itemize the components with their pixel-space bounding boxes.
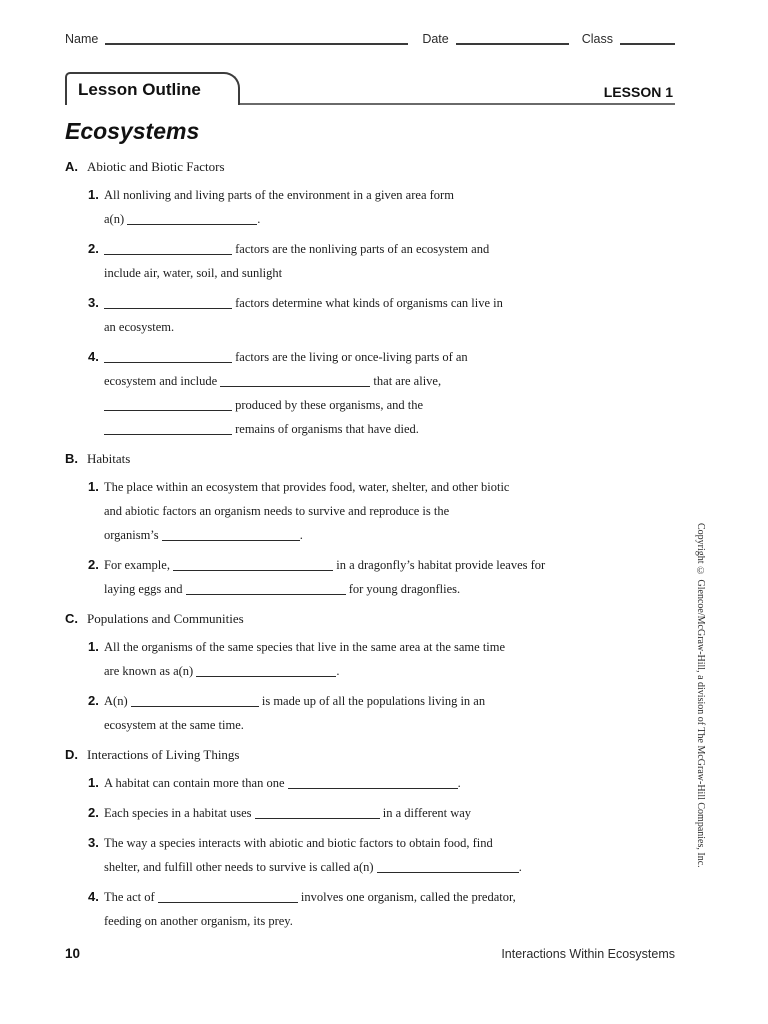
page-number: 10 xyxy=(65,946,81,961)
lesson-outline-tab xyxy=(65,72,240,105)
item-text: is made up of all the populations living in an xyxy=(258,694,486,708)
item-text: are known as a(n) xyxy=(104,664,197,678)
lesson-number-label: LESSON 1 xyxy=(603,84,673,100)
item-text-body xyxy=(104,183,675,231)
fill-in-blank xyxy=(186,581,346,595)
fill-in-blank xyxy=(255,805,380,819)
outline-item xyxy=(65,237,675,285)
outline-item xyxy=(65,553,675,601)
section-b xyxy=(65,447,675,601)
item-text: an ecosystem. xyxy=(104,320,175,334)
class-label: Class xyxy=(581,32,613,46)
item-text: shelter, and fulfill other needs to survive is called a(n) xyxy=(104,860,377,874)
fill-in-blank xyxy=(104,349,232,363)
item-text: ecosystem and include xyxy=(104,374,221,388)
item-text: feeding on another organism, its prey. xyxy=(104,914,293,928)
fill-in-blank xyxy=(377,859,519,873)
item-text-body xyxy=(104,345,675,441)
section-heading xyxy=(65,743,675,767)
item-text-body xyxy=(104,771,675,795)
item-text: The act of xyxy=(104,890,158,904)
fill-in-blank xyxy=(158,889,298,903)
section-heading xyxy=(65,155,675,179)
date-label: Date xyxy=(422,32,449,46)
item-text: remains of organisms that have died. xyxy=(232,422,419,436)
section-a xyxy=(65,155,675,441)
item-text: in a dragonfly’s habitat provide leaves for xyxy=(333,558,546,572)
outline-item xyxy=(65,183,675,231)
item-text: . xyxy=(518,860,522,874)
item-text: organism’s xyxy=(104,528,162,542)
item-number: 2. xyxy=(88,805,99,820)
item-text: produced by these organisms, and the xyxy=(232,398,424,412)
section-title: Habitats xyxy=(87,451,131,466)
page-footer xyxy=(65,946,675,961)
item-text: . xyxy=(299,528,303,542)
outline-item xyxy=(65,475,675,547)
item-text: . xyxy=(257,212,261,226)
lesson-outline-banner xyxy=(65,70,675,105)
item-text: include air, water, soil, and sunlight xyxy=(104,266,283,280)
item-number: 1. xyxy=(88,479,99,494)
item-text: All the organisms of the same species that live in the same area at the same time xyxy=(104,640,506,654)
section-heading xyxy=(65,447,675,471)
outline-item xyxy=(65,635,675,683)
section-title: Abiotic and Biotic Factors xyxy=(87,159,225,174)
outline-item xyxy=(65,771,675,795)
item-text-body xyxy=(104,689,675,737)
item-number: 2. xyxy=(88,241,99,256)
section-title: Interactions of Living Things xyxy=(87,747,240,762)
copyright-sidebar-text: Copyright © Glencoe/McGraw-Hill, a division of The McGraw-Hill Companies, Inc. xyxy=(695,523,706,868)
section-d xyxy=(65,743,675,933)
section-title: Populations and Communities xyxy=(87,611,244,626)
fill-in-blank xyxy=(196,663,336,677)
item-text-body xyxy=(104,831,675,879)
item-text: factors determine what kinds of organisms can live in xyxy=(232,296,503,310)
name-date-class-row xyxy=(65,28,675,46)
item-text-body xyxy=(104,291,675,339)
item-number: 3. xyxy=(88,835,99,850)
outline-item xyxy=(65,291,675,339)
item-text: . xyxy=(457,776,461,790)
item-number: 2. xyxy=(88,557,99,572)
fill-in-blank xyxy=(104,295,232,309)
item-text: The way a species interacts with abiotic and biotic factors to obtain food, find xyxy=(104,836,493,850)
fill-in-blank xyxy=(104,397,232,411)
section-heading xyxy=(65,607,675,631)
item-number: 1. xyxy=(88,775,99,790)
item-text-body xyxy=(104,475,675,547)
item-text: and abiotic factors an organism needs to survive and reproduce is the xyxy=(104,504,450,518)
item-text: factors are the nonliving parts of an ecosystem and xyxy=(232,242,490,256)
item-number: 4. xyxy=(88,349,99,364)
outline-item xyxy=(65,885,675,933)
item-number: 2. xyxy=(88,693,99,708)
book-title: Interactions Within Ecosystems xyxy=(501,947,675,961)
item-text: that are alive, xyxy=(370,374,442,388)
item-text: factors are the living or once-living parts of an xyxy=(232,350,468,364)
item-text: For example, xyxy=(104,558,174,572)
item-text-body xyxy=(104,801,675,825)
outline-item xyxy=(65,831,675,879)
item-number: 3. xyxy=(88,295,99,310)
page-title: Ecosystems xyxy=(65,118,200,144)
fill-in-blank xyxy=(288,775,458,789)
fill-in-blank xyxy=(131,693,259,707)
section-letter: A. xyxy=(65,159,78,174)
fill-in-blank xyxy=(104,421,232,435)
lesson-outline-tab-label: Lesson Outline xyxy=(78,79,201,99)
outline-item xyxy=(65,689,675,737)
item-text: A(n) xyxy=(104,694,131,708)
outline-item xyxy=(65,345,675,441)
fill-in-blank xyxy=(162,527,300,541)
name-blank-line xyxy=(105,43,408,45)
outline-item xyxy=(65,801,675,825)
item-text: involves one organism, called the predator, xyxy=(297,890,516,904)
item-text-body xyxy=(104,885,675,933)
section-letter: D. xyxy=(65,747,78,762)
section-letter: C. xyxy=(65,611,78,626)
fill-in-blank xyxy=(220,373,370,387)
item-number: 1. xyxy=(88,639,99,654)
item-text: A habitat can contain more than one xyxy=(104,776,288,790)
fill-in-blank xyxy=(104,241,232,255)
date-blank-line xyxy=(456,43,569,45)
item-text: for young dragonflies. xyxy=(345,582,461,596)
item-text: ecosystem at the same time. xyxy=(104,718,244,732)
item-text: The place within an ecosystem that provides food, water, shelter, and other biotic xyxy=(104,480,510,494)
fill-in-blank xyxy=(127,211,257,225)
item-text: in a different way xyxy=(379,806,472,820)
item-text: Each species in a habitat uses xyxy=(104,806,255,820)
item-number: 1. xyxy=(88,187,99,202)
item-text-body xyxy=(104,635,675,683)
item-text-body xyxy=(104,237,675,285)
item-text: laying eggs and xyxy=(104,582,186,596)
section-c xyxy=(65,607,675,737)
item-number: 4. xyxy=(88,889,99,904)
outline-content xyxy=(65,155,675,933)
name-label: Name xyxy=(65,32,99,46)
section-letter: B. xyxy=(65,451,78,466)
class-blank-line xyxy=(620,43,675,45)
item-text: a(n) xyxy=(104,212,128,226)
fill-in-blank xyxy=(173,557,333,571)
item-text: . xyxy=(336,664,340,678)
item-text: All nonliving and living parts of the environment in a given area form xyxy=(104,188,454,202)
item-text-body xyxy=(104,553,675,601)
